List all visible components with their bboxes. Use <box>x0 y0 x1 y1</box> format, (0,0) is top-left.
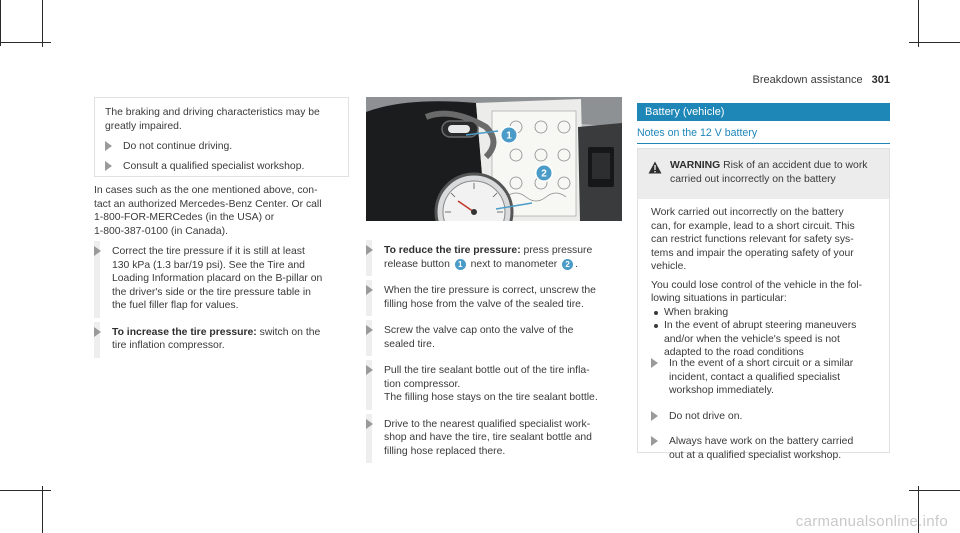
list-item <box>651 319 887 360</box>
arrow-right-icon <box>651 358 658 368</box>
text-line: the fuel filler flap for values. <box>112 300 239 311</box>
text-line: In the event of a short circuit or a similar <box>669 358 854 369</box>
step-text: next to manometer <box>467 258 561 270</box>
text-line: the driver's side or the tire pressure table in <box>112 286 311 298</box>
page-header <box>745 74 890 88</box>
text-line: vehicle. <box>651 261 687 272</box>
crop-mark <box>0 0 1 46</box>
compressor-illustration <box>366 97 622 221</box>
warning-triangle-icon <box>648 161 662 174</box>
instruction-step <box>94 326 356 353</box>
text-line: adapted to the road conditions <box>664 347 804 358</box>
crop-mark <box>0 490 51 491</box>
instruction-step <box>366 418 628 459</box>
instruction-step <box>366 324 628 351</box>
crop-mark <box>909 490 960 491</box>
text-line: Do not drive on. <box>669 410 743 422</box>
crop-mark <box>0 42 51 43</box>
callout-1: 1 <box>506 130 512 142</box>
step-heading: To reduce the tire pressure: <box>384 245 521 256</box>
instruction-step <box>366 364 628 405</box>
crop-mark <box>42 0 43 47</box>
text-line: can restrict functions relevant for safety sys- <box>651 234 854 245</box>
instruction-step <box>105 160 345 174</box>
step-heading: To increase the tire pressure: <box>112 326 257 338</box>
text-line: tems and impair the operating safety of your <box>651 247 854 259</box>
instruction-step <box>651 357 887 398</box>
text-line: shop and have the tire, tire sealant bottle and <box>384 432 592 443</box>
text-line: In the event of abrupt steering maneuvers <box>664 320 857 331</box>
text-line: can, for example, lead to a short circuit. This <box>651 220 855 232</box>
instruction-step <box>105 140 345 154</box>
text-line: filling hose from the valve of the sealed tire. <box>384 298 584 310</box>
arrow-right-icon <box>651 436 658 446</box>
section-title: Battery (vehicle) <box>637 103 890 121</box>
crop-mark <box>42 486 43 533</box>
instruction-step <box>366 244 628 271</box>
step-text: Consult a qualified specialist workshop. <box>123 160 305 172</box>
compressor-figure <box>366 97 622 221</box>
text-line: You could lose control of the vehicle in the fol- <box>651 279 863 291</box>
text-line: Drive to the nearest qualified specialist work- <box>384 418 591 430</box>
warning-label: WARNING <box>670 160 721 171</box>
page-number: 301 <box>871 74 890 86</box>
text-line: sealed tire. <box>384 338 435 350</box>
text-line: Correct the tire pressure if it is still at least <box>112 246 305 257</box>
text-line: Always have work on the battery carried <box>669 436 854 447</box>
crop-mark <box>918 0 919 47</box>
text-line: 1-800-387-0100 (in Canada). <box>94 225 229 237</box>
text-line: In cases such as the one mentioned above, con- <box>94 185 318 196</box>
step-text: Do not continue driving. <box>123 141 233 152</box>
list-item <box>651 306 887 320</box>
text-line: Pull the tire sealant bottle out of the tire infla- <box>384 365 590 376</box>
text-line: incident, contact a qualified specialist <box>669 371 840 383</box>
text-line: The filling hose stays on the tire sealant bottle. <box>384 392 598 403</box>
text-line: 1-800-FOR-MERCedes (in the USA) or <box>94 212 275 223</box>
arrow-right-icon <box>366 365 373 375</box>
warning-header <box>638 149 889 199</box>
text-line: Loading Information placard on the B-pillar on <box>112 273 323 284</box>
section-name: Breakdown assistance <box>752 74 863 86</box>
crop-mark <box>909 42 960 43</box>
text-line: When braking <box>664 306 729 318</box>
watermark: carmanualsonline.info <box>795 513 948 530</box>
arrow-right-icon <box>105 161 112 171</box>
warning-body <box>651 206 887 360</box>
arrow-right-icon <box>366 419 373 429</box>
text-line: lowing situations in particular: <box>651 293 787 304</box>
step-text: switch on the <box>256 326 321 338</box>
arrow-right-icon <box>651 411 658 421</box>
text-line: filling hose replaced there. <box>384 445 506 457</box>
warning-text: carried out incorrectly on the battery <box>670 173 836 185</box>
step-text: press pressure <box>520 245 593 256</box>
callout-badge-1: 1 <box>455 259 466 270</box>
text-line: When the tire pressure is correct, unscrew the <box>384 285 596 296</box>
intro-text <box>105 106 345 133</box>
arrow-right-icon <box>366 325 373 335</box>
contact-paragraph <box>94 184 354 238</box>
text-line: 130 kPa (1.3 bar/19 psi). See the Tire and <box>112 259 305 271</box>
info-box <box>94 97 349 177</box>
text-line: greatly impaired. <box>105 120 182 132</box>
arrow-right-icon <box>105 141 112 151</box>
text-line: The braking and driving characteristics may be <box>105 107 320 118</box>
text-line: tact an authorized Mercedes-Benz Center. Or call <box>94 198 322 210</box>
instruction-step <box>651 435 887 462</box>
arrow-right-icon <box>94 327 101 337</box>
step-text: release button <box>384 258 453 270</box>
subsection-title: Notes on the 12 V battery <box>637 126 890 144</box>
instruction-step <box>366 284 628 311</box>
warning-text: Risk of an accident due to work <box>720 160 868 171</box>
arrow-right-icon <box>366 245 373 255</box>
instruction-step <box>651 410 887 424</box>
instruction-step <box>94 245 356 313</box>
text-line: workshop immediately. <box>669 385 774 396</box>
arrow-right-icon <box>94 246 101 256</box>
text-line: Screw the valve cap onto the valve of the <box>384 325 574 336</box>
text-line: tion compressor. <box>384 378 461 390</box>
callout-2: 2 <box>541 168 547 180</box>
text-line: out at a qualified specialist workshop. <box>669 449 842 461</box>
text-line: tire inflation compressor. <box>112 340 225 351</box>
callout-badge-2: 2 <box>562 259 573 270</box>
text-line: Work carried out incorrectly on the battery <box>651 207 844 218</box>
arrow-right-icon <box>366 285 373 295</box>
step-text: . <box>575 258 579 270</box>
warning-box <box>637 148 890 461</box>
text-line: and/or when the vehicle's speed is not <box>664 333 840 345</box>
